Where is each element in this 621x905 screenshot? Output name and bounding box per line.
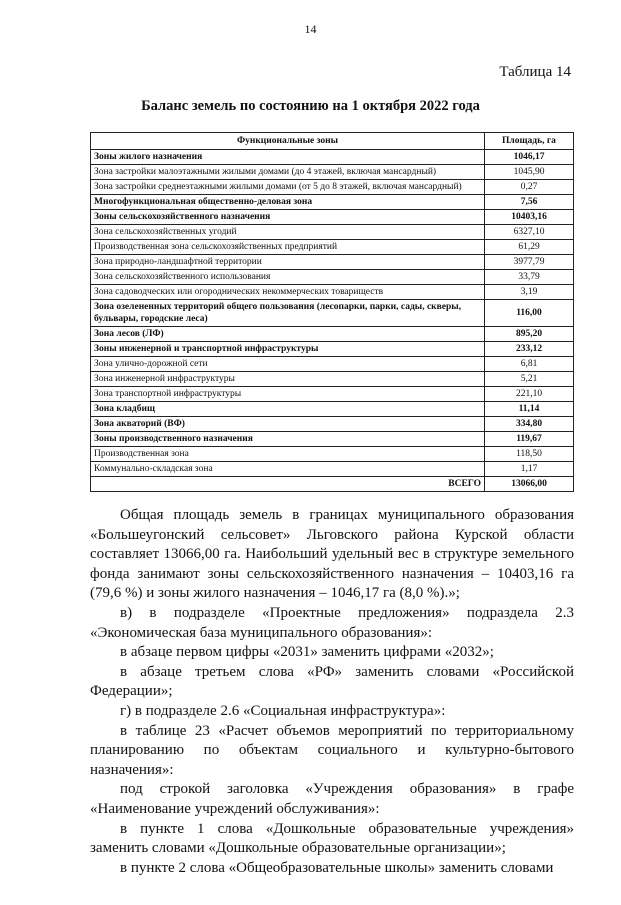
table-row (91, 180, 574, 195)
header-zones: Функциональные зоны (91, 133, 485, 150)
zone-area-cell: 334,80 (485, 417, 574, 432)
zone-name-cell: Зона застройки среднеэтажными жилыми домами (от 5 до 8 этажей, включая мансардный) (91, 180, 485, 195)
zone-area-cell: 11,14 (485, 402, 574, 417)
table-row (91, 210, 574, 225)
zone-area-cell: 0,27 (485, 180, 574, 195)
zone-name-cell: Коммунально-складская зона (91, 462, 485, 477)
zone-area-cell: 221,10 (485, 387, 574, 402)
table-body (91, 150, 574, 477)
table-row (91, 432, 574, 447)
zone-area-cell: 33,79 (485, 270, 574, 285)
body-paragraph: в пункте 2 слова «Общеобразовательные школы» заменить словами (120, 859, 554, 876)
table-total-row (91, 477, 574, 492)
zone-name-cell: Многофункциональная общественно-деловая зона (91, 195, 485, 210)
zone-name-cell: Зона природно-ландшафтной территории (91, 255, 485, 270)
zone-area-cell: 1046,17 (485, 150, 574, 165)
zone-name-cell: Зона садоводческих или огороднических некоммерческих товариществ (91, 285, 485, 300)
table-row (91, 195, 574, 210)
zone-name-cell: Зоны жилого назначения (91, 150, 485, 165)
zone-area-cell: 5,21 (485, 372, 574, 387)
table-row (91, 255, 574, 270)
zone-area-cell: 6327,10 (485, 225, 574, 240)
land-balance-table (90, 132, 574, 492)
table-row (91, 387, 574, 402)
zone-area-cell: 3977,79 (485, 255, 574, 270)
zone-area-cell: 10403,16 (485, 210, 574, 225)
body-paragraph: в) в подразделе «Проектные предложения» подраздела 2.3 «Экономическая база муниципального образования»: (90, 604, 574, 641)
zone-area-cell: 233,12 (485, 342, 574, 357)
table-row (91, 462, 574, 477)
zone-name-cell: Зона инженерной инфраструктуры (91, 372, 485, 387)
table-header-row (91, 133, 574, 150)
header-area: Площадь, га (485, 133, 574, 150)
zone-name-cell: Зона кладбищ (91, 402, 485, 417)
zone-area-cell: 118,50 (485, 447, 574, 462)
total-label: ВСЕГО (91, 477, 485, 492)
zone-area-cell: 61,29 (485, 240, 574, 255)
body-paragraph: в абзаце третьем слова «РФ» заменить словами «Российской Федерации»; (90, 663, 574, 700)
zone-name-cell: Зона сельскохозяйственного использования (91, 270, 485, 285)
zone-area-cell: 6,81 (485, 357, 574, 372)
zone-name-cell: Производственная зона (91, 447, 485, 462)
table-row (91, 372, 574, 387)
zone-name-cell: Зона озелененных территорий общего пользования (лесопарки, парки, сады, скверы, бульвары, городские леса) (91, 300, 485, 327)
table-row (91, 240, 574, 255)
page-number: 14 (304, 22, 317, 36)
body-paragraph: под строкой заголовка «Учреждения образования» в графе «Наименование учреждений обслуживания»: (90, 781, 574, 817)
table-row (91, 165, 574, 180)
zone-area-cell: 119,67 (485, 432, 574, 447)
zone-area-cell: 895,20 (485, 327, 574, 342)
table-row (91, 417, 574, 432)
zone-name-cell: Зона улично-дорожной сети (91, 357, 485, 372)
zone-area-cell: 116,00 (485, 300, 574, 327)
zone-name-cell: Зона сельскохозяйственных угодий (91, 225, 485, 240)
table-row (91, 225, 574, 240)
body-text (90, 506, 574, 878)
body-paragraph: в пункте 1 слова «Дошкольные образовательные учреждения» заменить словами «Дошкольные образовательные организации»; (90, 820, 574, 857)
zone-name-cell: Зоны сельскохозяйственного назначения (91, 210, 485, 225)
body-paragraph: в таблице 23 «Расчет объемов мероприятий по территориальному планированию по объектам социального и культурно-бытового назначения»: (90, 722, 574, 778)
zone-name-cell: Зоны инженерной и транспортной инфраструктуры (91, 342, 485, 357)
table-row (91, 447, 574, 462)
body-paragraph: г) в подразделе 2.6 «Социальная инфраструктура»: (120, 702, 446, 719)
zone-area-cell: 1,17 (485, 462, 574, 477)
table-row (91, 402, 574, 417)
table-row (91, 357, 574, 372)
table-row (91, 270, 574, 285)
table-row (91, 327, 574, 342)
zone-name-cell: Производственная зона сельскохозяйственных предприятий (91, 240, 485, 255)
zone-name-cell: Зона застройки малоэтажными жилыми домами (до 4 этажей, включая мансардный) (91, 165, 485, 180)
zone-name-cell: Зона лесов (ЛФ) (91, 327, 485, 342)
zone-name-cell: Зона акваторий (ВФ) (91, 417, 485, 432)
total-value: 13066,00 (485, 477, 574, 492)
table-row (91, 150, 574, 165)
zone-area-cell: 7,56 (485, 195, 574, 210)
document-title: Баланс земель по состоянию на 1 октября 2022 года (141, 98, 480, 114)
zone-area-cell: 3,19 (485, 285, 574, 300)
zone-area-cell: 1045,90 (485, 165, 574, 180)
body-paragraph: Общая площадь земель в границах муниципального образования «Большеугонский сельсовет» Льговского района Курской области составляет 13066,00 га. Наибольший удельный вес в структуре земельного фонда занимают зоны сельскохозяйственного назначения – 10403,16 га (79,6 %) и зоны жилого назначения – 1046,17 га (8,0 %).»; (90, 507, 574, 602)
table-row (91, 342, 574, 357)
table-row (91, 285, 574, 300)
body-paragraph: в абзаце первом цифры «2031» заменить цифрами «2032»; (120, 644, 494, 661)
zone-name-cell: Зоны производственного назначения (91, 432, 485, 447)
zone-name-cell: Зона транспортной инфраструктуры (91, 387, 485, 402)
table-label: Таблица 14 (499, 64, 571, 80)
table-row (91, 300, 574, 327)
